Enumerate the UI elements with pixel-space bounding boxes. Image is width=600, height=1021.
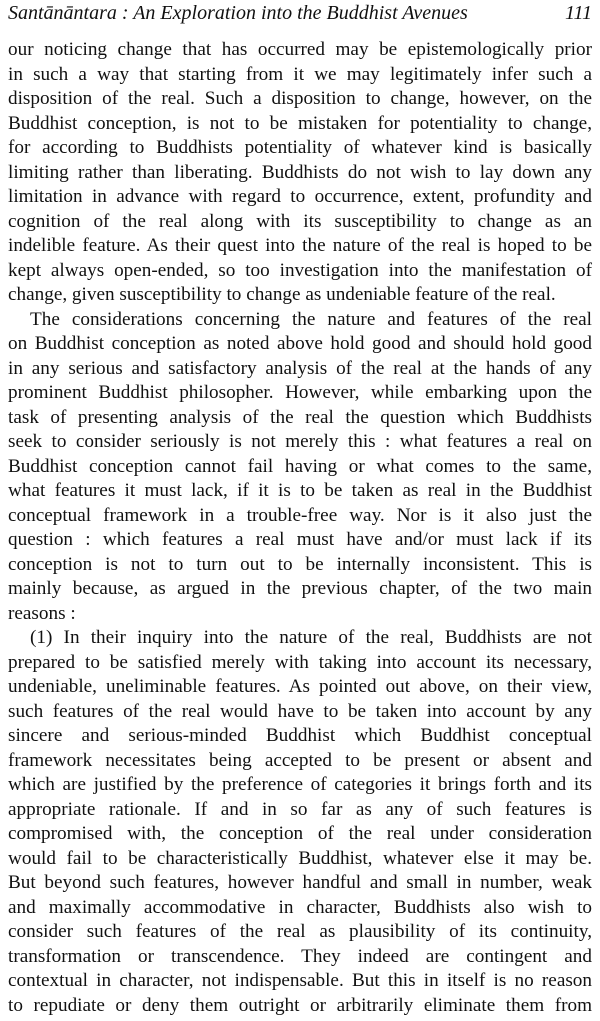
text-line: to repudiate or deny them outright or arbitrarily eliminate them from [8, 994, 592, 1016]
text-line: and maximally accommodative in character, Buddhists also wish to [8, 896, 592, 918]
text-line: cognition of the real along with its susceptibility to change as an [8, 210, 592, 232]
running-header [8, 2, 592, 28]
text-line: question : which features a real must have and/or must lack if its [8, 529, 592, 550]
text-line: change, given susceptibility to change as undeniable feature of the real. [8, 284, 556, 305]
body-text [8, 38, 592, 1018]
text-line: consider such features of the real as plausibility of its continuity, [8, 921, 592, 942]
text-line: limiting rather than liberating. Buddhists do not wish to lay down any [8, 161, 592, 183]
text-line: sincere and serious-minded Buddhist which Buddhist conceptual [8, 725, 592, 746]
text-line: seek to consider seriously is not merely this : what features a real on [8, 431, 592, 452]
text-line: reasons : [8, 602, 76, 624]
text-line: prepared to be satisfied merely with taking into account its necessary, [8, 651, 592, 673]
text-line: such features of the real would have to be taken into account by any [8, 700, 592, 722]
text-line: conception is not to turn out to be internally inconsistent. This is [8, 553, 592, 575]
text-line: disposition of the real. Such a disposition to change, however, on the [8, 88, 592, 109]
text-line: undeniable, uneliminable features. As pointed out above, on their view, [8, 676, 592, 697]
text-line: framework necessitates being accepted to be present or absent and [8, 749, 592, 771]
running-title: Santānāntara : An Exploration into the Buddhist Avenues [8, 2, 468, 24]
text-line: (1) In their inquiry into the nature of the real, Buddhists are not [30, 627, 592, 648]
text-line: in such a way that starting from it we may legitimately infer such a [8, 63, 592, 85]
text-line: mainly because, as argued in the previous chapter, of the two main [8, 578, 592, 599]
text-line: kept always open-ended, so too investigation into the manifestation of [8, 259, 592, 281]
text-line: would fail to be characteristically Buddhist, whatever else it may be. [8, 847, 592, 869]
text-line: appropriate rationale. If and in so far as any of such features is [8, 798, 592, 820]
text-line: which are justified by the preference of categories it brings forth and its [8, 774, 592, 795]
text-line: The considerations concerning the nature and features of the real [30, 308, 592, 330]
text-line: task of presenting analysis of the real the question which Buddhists [8, 406, 592, 428]
text-line: on Buddhist conception as noted above hold good and should hold good [8, 333, 592, 354]
text-line: prominent Buddhist philosopher. However, while embarking upon the [8, 382, 592, 403]
text-line: compromised with, the conception of the real under consideration [8, 823, 592, 844]
text-line: conceptual framework in a trouble-free way. Nor is it also just the [8, 504, 592, 526]
text-line: our noticing change that has occurred may be epistemologically prior [8, 39, 592, 60]
text-line: But beyond such features, however handful and small in number, weak [8, 872, 592, 893]
text-line: limitation in advance with regard to occurrence, extent, profundity and [8, 186, 592, 207]
text-line: contextual in character, not indispensable. But this in itself is no reason [8, 970, 592, 991]
page-number: 111 [564, 2, 592, 24]
text-line: Buddhist conception cannot fail having or what comes to the same, [8, 455, 592, 477]
text-line: indelible feature. As their quest into the nature of the real is hoped to be [8, 235, 592, 256]
text-line: in any serious and satisfactory analysis of the real at the hands of any [8, 357, 592, 379]
text-line: what features it must lack, if it is to be taken as real in the Buddhist [8, 480, 592, 501]
text-line: transformation or transcendence. They indeed are contingent and [8, 945, 592, 967]
text-line: Buddhist conception, is not to be mistaken for potentiality to change, [8, 112, 592, 134]
text-line: for according to Buddhists potentiality of whatever kind is basically [8, 137, 592, 158]
